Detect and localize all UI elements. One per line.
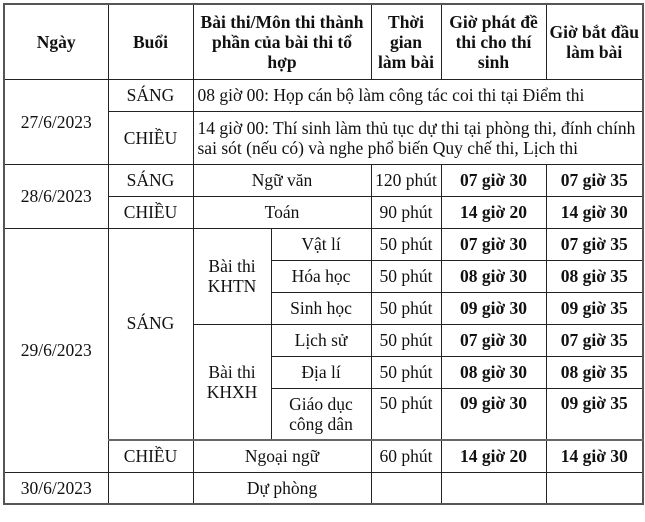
session-cell: CHIỀU (108, 440, 193, 472)
date-cell: 27/6/2023 (4, 79, 108, 164)
subject-cell: Địa lí (271, 356, 371, 388)
session-cell: SÁNG (108, 79, 193, 111)
distribute-time-cell: 14 giờ 20 (441, 196, 546, 228)
distribute-time-cell: 14 giờ 20 (441, 440, 546, 472)
start-time-cell: 08 giờ 35 (546, 260, 643, 292)
session-cell: SÁNG (108, 164, 193, 196)
start-time-cell: 09 giờ 35 (546, 292, 643, 324)
duration-cell: 50 phút (371, 356, 441, 388)
date-cell: 28/6/2023 (4, 164, 108, 228)
duration-cell: 50 phút (371, 260, 441, 292)
exam-schedule-table (3, 3, 644, 505)
duration-cell: 50 phút (371, 388, 441, 440)
header-gio-phat-de: Giờ phát đề thi cho thí sinh (441, 4, 546, 79)
group-cell: Bài thi KHXH (193, 324, 271, 440)
subject-cell: Ngữ văn (193, 164, 371, 196)
duration-cell (371, 472, 441, 504)
subject-cell: Hóa học (271, 260, 371, 292)
duration-cell: 50 phút (371, 324, 441, 356)
group-cell: Bài thi KHTN (193, 228, 271, 324)
duration-cell: 90 phút (371, 196, 441, 228)
header-buoi: Buổi (108, 4, 193, 79)
start-time-cell: 07 giờ 35 (546, 164, 643, 196)
start-time-cell: 14 giờ 30 (546, 440, 643, 472)
start-time-cell: 09 giờ 35 (546, 388, 643, 440)
start-time-cell: 14 giờ 30 (546, 196, 643, 228)
note-cell: 08 giờ 00: Họp cán bộ làm công tác coi thi tại Điểm thi (193, 79, 643, 111)
subject-cell: Toán (193, 196, 371, 228)
distribute-time-cell: 08 giờ 30 (441, 356, 546, 388)
table-row (4, 228, 643, 260)
distribute-time-cell: 09 giờ 30 (441, 388, 546, 440)
duration-cell: 60 phút (371, 440, 441, 472)
table-row (4, 472, 643, 504)
header-thoi-gian: Thời gian làm bài (371, 4, 441, 79)
date-cell: 29/6/2023 (4, 228, 108, 472)
session-cell: SÁNG (108, 228, 193, 440)
subject-cell: Dự phòng (193, 472, 371, 504)
session-cell (108, 472, 193, 504)
start-time-cell (546, 472, 643, 504)
subject-cell: Giáo dục công dân (271, 388, 371, 440)
subject-cell: Vật lí (271, 228, 371, 260)
distribute-time-cell: 09 giờ 30 (441, 292, 546, 324)
distribute-time-cell: 07 giờ 30 (441, 324, 546, 356)
duration-cell: 120 phút (371, 164, 441, 196)
session-cell: CHIỀU (108, 196, 193, 228)
header-row (4, 4, 643, 79)
header-bai-thi: Bài thi/Môn thi thành phần của bài thi tổ hợp (193, 4, 371, 79)
start-time-cell: 07 giờ 35 (546, 228, 643, 260)
distribute-time-cell: 08 giờ 30 (441, 260, 546, 292)
subject-cell: Lịch sử (271, 324, 371, 356)
duration-cell: 50 phút (371, 228, 441, 260)
note-cell: 14 giờ 00: Thí sinh làm thủ tục dự thi tại phòng thi, đính chính sai sót (nếu có) và nghe phổ biến Quy chế thi, Lịch thi (193, 111, 643, 164)
subject-cell: Ngoại ngữ (193, 440, 371, 472)
date-cell: 30/6/2023 (4, 472, 108, 504)
table-row (4, 79, 643, 111)
distribute-time-cell: 07 giờ 30 (441, 228, 546, 260)
distribute-time-cell (441, 472, 546, 504)
header-gio-bat-dau: Giờ bắt đầu làm bài (546, 4, 643, 79)
subject-cell: Sinh học (271, 292, 371, 324)
duration-cell: 50 phút (371, 292, 441, 324)
start-time-cell: 07 giờ 35 (546, 324, 643, 356)
start-time-cell: 08 giờ 35 (546, 356, 643, 388)
session-cell: CHIỀU (108, 111, 193, 164)
header-ngay: Ngày (4, 4, 108, 79)
table-row (4, 164, 643, 196)
distribute-time-cell: 07 giờ 30 (441, 164, 546, 196)
